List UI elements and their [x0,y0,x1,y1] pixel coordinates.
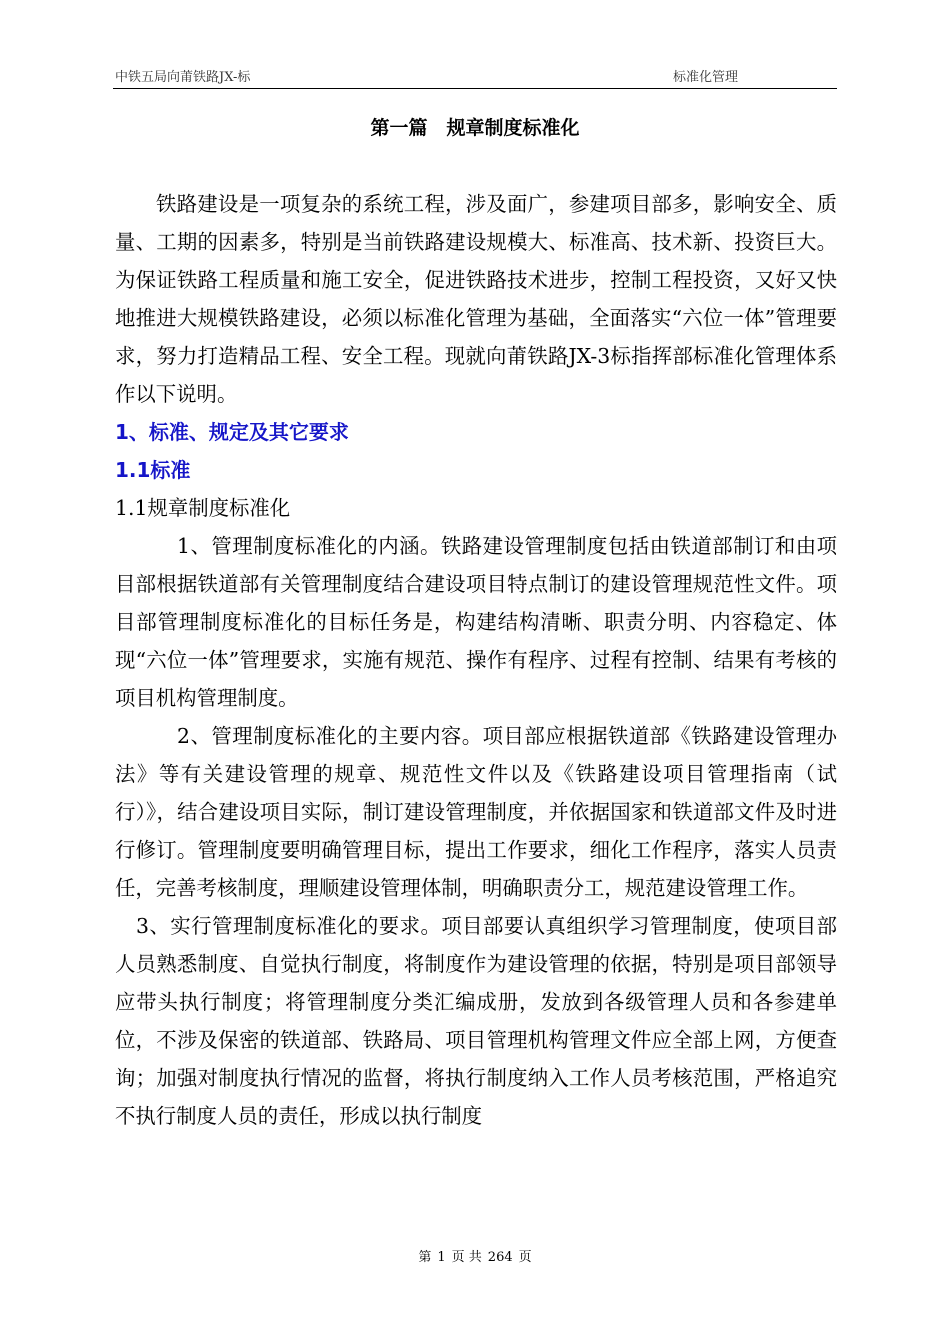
footer-mid: 页 共 [451,1250,482,1265]
header-right-text: 标准化管理 [673,70,739,85]
footer-suffix: 页 [518,1250,532,1265]
header-left-text: 中铁五局向莆铁路JX-标 [115,70,251,85]
item-paragraph-2: 2、管理制度标准化的主要内容。项目部应根据铁道部《铁路建设管理办法》等有关建设管理的规章、规范性文件以及《铁路建设项目管理指南（试行）》，结合建设项目实际，制订建设管理制度，并依据国家和铁道部文件及时进行修订。管理制度要明确管理目标，提出工作要求，细化工作程序，落实人员责任，完善考核制度，理顺建设管理体制，明确职责分工，规范建设管理工作。 [115,724,837,900]
document-body [115,185,837,1135]
page-footer [0,1246,950,1265]
section-heading-1: 1、标准、规定及其它要求 [115,420,349,444]
chapter-title: 第一篇 规章制度标准化 [370,117,580,139]
footer-page-number: 1 [437,1250,446,1265]
header-rule [113,88,837,89]
item-paragraph-3: 3、实行管理制度标准化的要求。项目部要认真组织学习管理制度，使项目部人员熟悉制度、自觉执行制度，将制度作为建设管理的依据，特别是项目部领导应带头执行制度；将管理制度分类汇编成册，发放到各级管理人员和各参建单位，不涉及保密的铁道部、铁路局、项目管理机构管理文件应全部上网，方便查询；加强对制度执行情况的监督，将执行制度纳入工作人员考核范围，严格追究不执行制度人员的责任，形成以执行制度 [115,914,837,1128]
section-heading-1-1: 1.1标准 [115,458,191,482]
subsection-heading: 1.1规章制度标准化 [115,496,291,520]
intro-paragraph: 铁路建设是一项复杂的系统工程，涉及面广，参建项目部多，影响安全、质量、工期的因素多，特别是当前铁路建设规模大、标准高、技术新、投资巨大。为保证铁路工程质量和施工安全，促进铁路技术进步，控制工程投资，又好又快地推进大规模铁路建设，必须以标准化管理为基础，全面落实“六位一体”管理要求，努力打造精品工程、安全工程。现就向莆铁路JX-3标指挥部标准化管理体系作以下说明。 [115,192,837,406]
item-paragraph-1: 1、管理制度标准化的内涵。铁路建设管理制度包括由铁道部制订和由项目部根据铁道部有关管理制度结合建设项目特点制订的建设管理规范性文件。项目部管理制度标准化的目标任务是，构建结构清晰、职责分明、内容稳定、体现“六位一体”管理要求，实施有规范、操作有程序、过程有控制、结果有考核的项目机构管理制度。 [115,534,837,710]
footer-total-pages: 264 [487,1250,513,1265]
footer-prefix: 第 [418,1250,432,1265]
